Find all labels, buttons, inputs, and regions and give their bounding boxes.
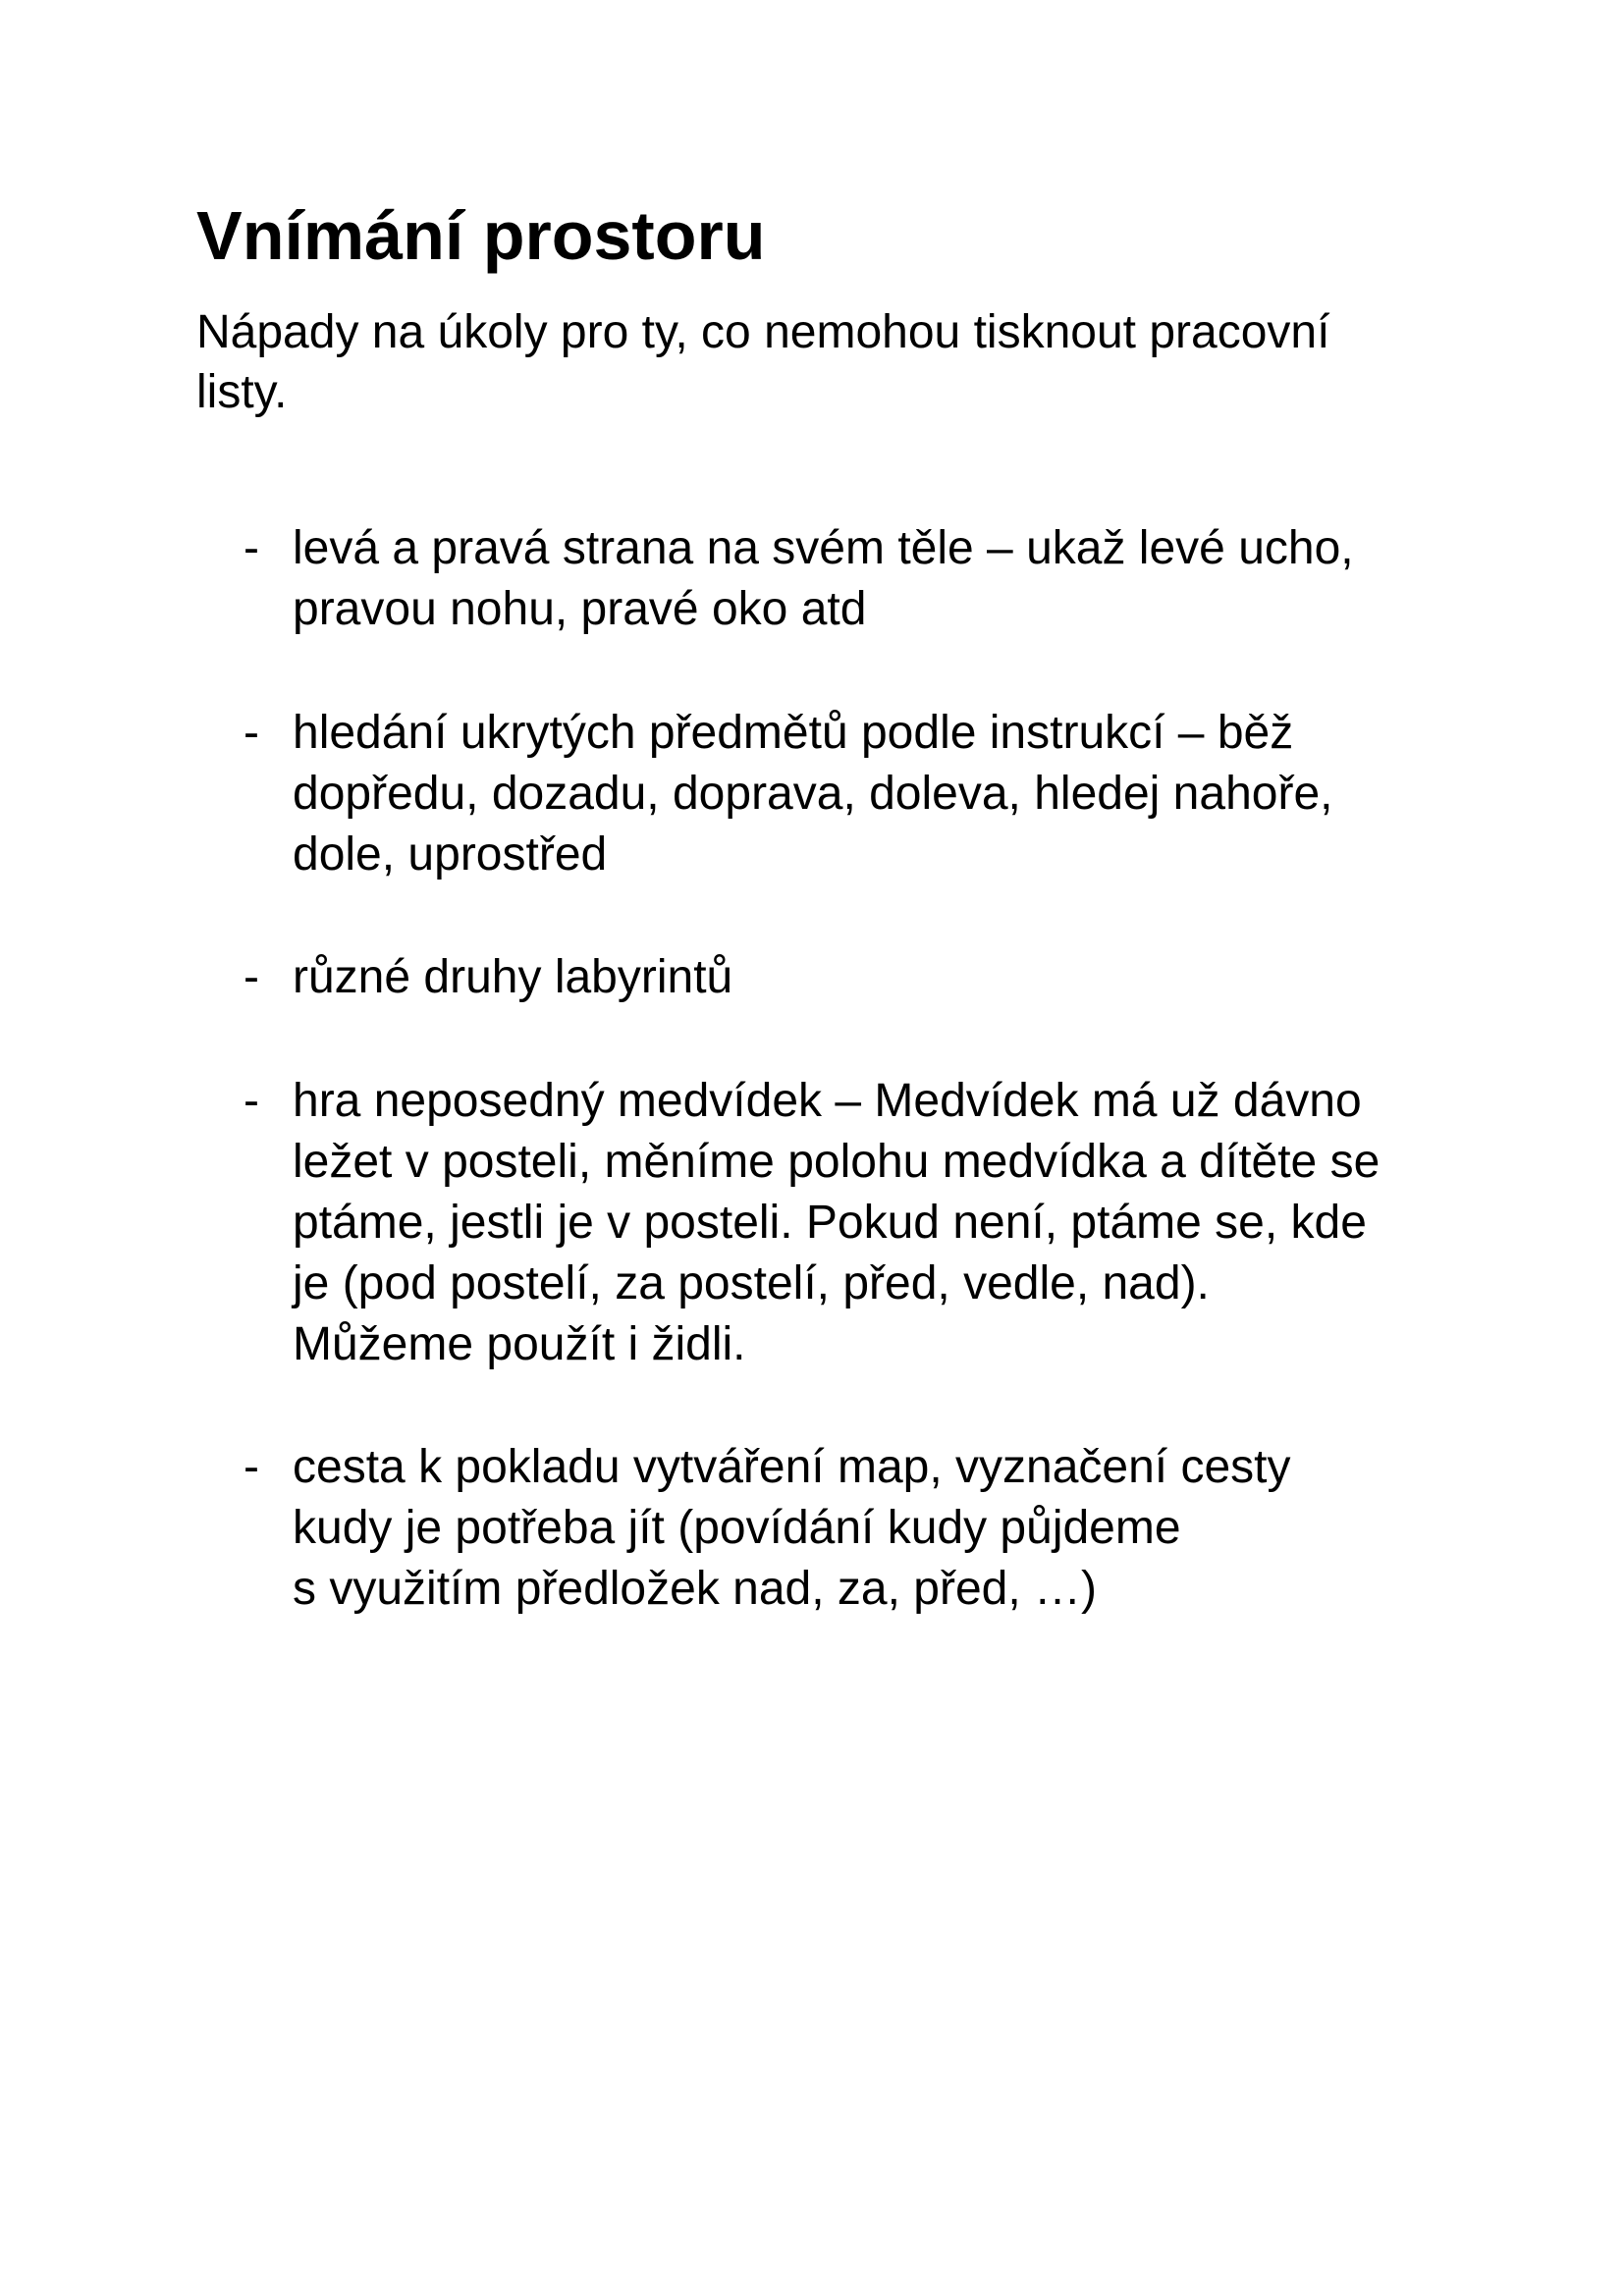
list-item-text: hledání ukrytých předmětů podle instrukcí – běž dopředu, dozadu, doprava, doleva, hledej nahoře, dole, uprostřed — [293, 707, 1333, 881]
bullet-dash: - — [244, 951, 259, 1003]
page-title: Vnímání prostoru — [196, 197, 766, 274]
bullet-dash: - — [244, 707, 259, 759]
bullet-dash: - — [244, 1441, 259, 1493]
bullet-dash: - — [244, 1075, 259, 1127]
list-item-text: různé druhy labyrintů — [293, 951, 733, 1003]
list-item-text: hra neposedný medvídek – Medvídek má už dávno ležet v posteli, měníme polohu medvídka a dítěte se ptáme, jestli je v posteli. Pokud není, ptáme se, kde je (pod postelí, za postelí, před, vedle, nad). Můžeme použít i židli. — [293, 1075, 1380, 1370]
bullet-dash: - — [244, 522, 259, 574]
list-item — [244, 1437, 1471, 1620]
list-item — [244, 518, 1471, 640]
intro-text: Nápady na úkoly pro ty, co nemohou tisknout pracovní listy. — [196, 306, 1330, 418]
list-item — [244, 703, 1471, 885]
list-item — [244, 1071, 1471, 1375]
list-item — [244, 947, 1471, 1008]
list-item-text: levá a pravá strana na svém těle – ukaž levé ucho, pravou nohu, pravé oko atd — [293, 522, 1354, 635]
list-item-text: cesta k pokladu vytváření map, vyznačení cesty kudy je potřeba jít (povídání kudy půjdeme s využitím předložek nad, za, před, …) — [293, 1441, 1291, 1615]
